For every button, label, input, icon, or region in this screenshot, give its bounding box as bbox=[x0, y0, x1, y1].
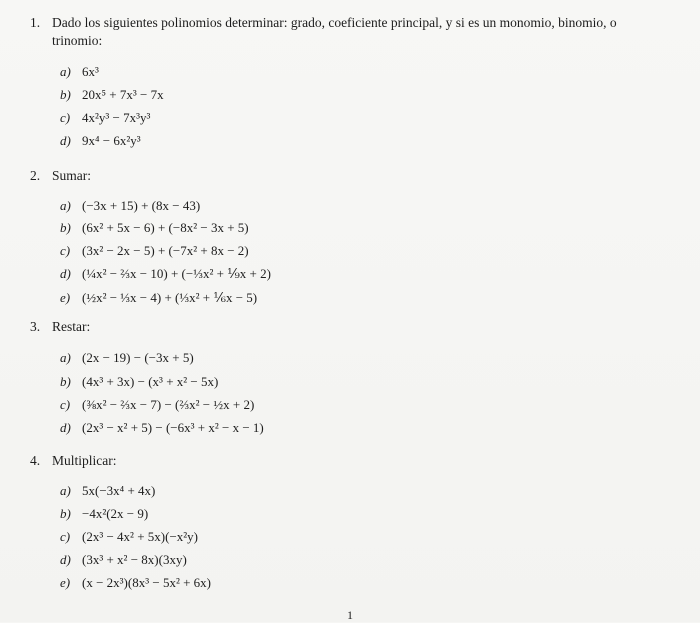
item-label: b) bbox=[60, 374, 71, 389]
list-item bbox=[60, 290, 257, 306]
section-text: Dado los siguientes polinomios determinar: grado, coeficiente principal, y si es un monomio, binomio, o trinomio: bbox=[52, 15, 617, 48]
list-item bbox=[60, 266, 271, 282]
section-text: Sumar: bbox=[52, 168, 91, 183]
item-label: e) bbox=[60, 290, 71, 305]
section-text: Multiplicar: bbox=[52, 453, 117, 468]
item-expression: (⅜x² − ⅔x − 7) − (⅔x² − ½x + 2) bbox=[82, 397, 255, 412]
item-expression: 4x²y³ − 7x³y³ bbox=[82, 110, 151, 125]
list-item bbox=[60, 483, 155, 499]
item-expression: (2x³ − x² + 5) − (−6x³ + x² − x − 1) bbox=[82, 420, 264, 435]
item-label: a) bbox=[60, 64, 71, 79]
item-label: b) bbox=[60, 220, 71, 235]
item-label: d) bbox=[60, 552, 71, 567]
list-item bbox=[60, 350, 194, 366]
section-number: 4. bbox=[30, 453, 41, 468]
item-label: e) bbox=[60, 575, 71, 590]
list-item bbox=[60, 64, 99, 80]
item-label: c) bbox=[60, 397, 71, 412]
section-4 bbox=[30, 452, 670, 470]
item-expression: (x − 2x³)(8x³ − 5x² + 6x) bbox=[82, 575, 212, 590]
list-item bbox=[60, 243, 249, 259]
item-label: b) bbox=[60, 506, 71, 521]
item-label: a) bbox=[60, 350, 71, 365]
item-expression: (3x² − 2x − 5) + (−7x² + 8x − 2) bbox=[82, 243, 249, 258]
item-expression: 5x(−3x⁴ + 4x) bbox=[82, 483, 156, 498]
item-label: c) bbox=[60, 110, 71, 125]
list-item bbox=[60, 110, 150, 126]
item-label: d) bbox=[60, 266, 71, 281]
list-item bbox=[60, 397, 254, 413]
section-number: 2. bbox=[30, 168, 41, 183]
item-label: a) bbox=[60, 198, 71, 213]
item-expression: (2x³ − 4x² + 5x)(−x²y) bbox=[82, 529, 199, 544]
item-expression: (3x³ + x² − 8x)(3xy) bbox=[82, 552, 187, 567]
section-text: Restar: bbox=[52, 319, 91, 334]
list-item bbox=[60, 552, 187, 568]
section-heading bbox=[30, 318, 670, 336]
list-item bbox=[60, 220, 249, 236]
item-label: c) bbox=[60, 529, 71, 544]
item-expression: (¼x² − ⅔x − 10) + (−⅓x² + ⅑x + 2) bbox=[82, 266, 271, 281]
list-item bbox=[60, 506, 148, 522]
section-heading bbox=[30, 167, 670, 185]
item-expression: 9x⁴ − 6x²y³ bbox=[82, 133, 141, 148]
section-heading bbox=[30, 14, 670, 50]
section-1 bbox=[30, 14, 670, 50]
section-heading bbox=[30, 452, 670, 470]
list-item bbox=[60, 374, 218, 390]
item-expression: (2x − 19) − (−3x + 5) bbox=[82, 350, 194, 365]
item-expression: (½x² − ⅓x − 4) + (⅓x² + ⅙x − 5) bbox=[82, 290, 258, 305]
item-label: d) bbox=[60, 133, 71, 148]
item-expression: (−3x + 15) + (8x − 43) bbox=[82, 198, 201, 213]
section-2 bbox=[30, 167, 670, 185]
item-label: d) bbox=[60, 420, 71, 435]
item-expression: 6x³ bbox=[82, 64, 99, 79]
item-label: c) bbox=[60, 243, 71, 258]
list-item bbox=[60, 133, 141, 149]
list-item bbox=[60, 575, 211, 591]
page-number: 1 bbox=[347, 608, 353, 622]
section-number: 1. bbox=[30, 15, 41, 30]
item-expression: −4x²(2x − 9) bbox=[82, 506, 149, 521]
section-3 bbox=[30, 318, 670, 336]
list-item bbox=[60, 420, 264, 436]
list-item bbox=[60, 529, 198, 545]
item-label: b) bbox=[60, 87, 71, 102]
list-item bbox=[60, 198, 200, 214]
item-expression: (4x³ + 3x) − (x³ + x² − 5x) bbox=[82, 374, 219, 389]
item-expression: 20x⁵ + 7x³ − 7x bbox=[82, 87, 164, 102]
section-number: 3. bbox=[30, 319, 41, 334]
list-item bbox=[60, 87, 164, 103]
item-label: a) bbox=[60, 483, 71, 498]
item-expression: (6x² + 5x − 6) + (−8x² − 3x + 5) bbox=[82, 220, 249, 235]
